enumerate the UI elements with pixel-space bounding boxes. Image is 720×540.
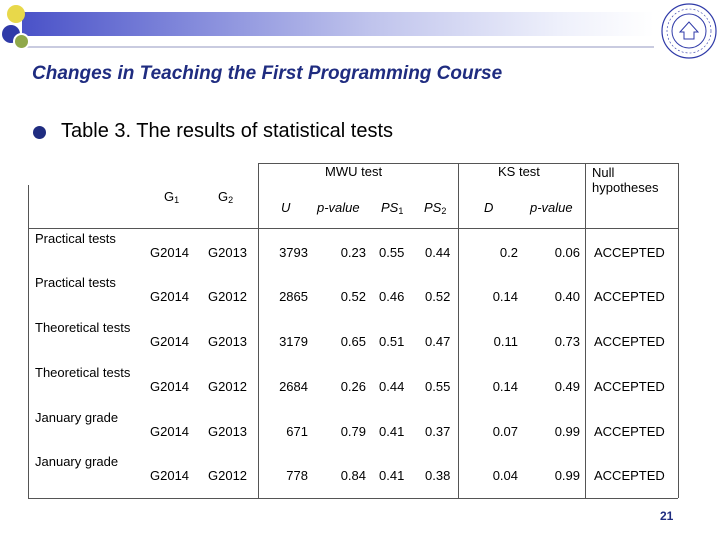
cell-ks-pvalue: 0.99 xyxy=(554,468,580,483)
null-header-line1: Null xyxy=(592,165,615,180)
cell-u: 3793 xyxy=(279,245,308,260)
cell-g1: G2014 xyxy=(150,468,190,483)
row-label: Practical tests xyxy=(35,275,116,290)
row-label: January grade xyxy=(35,454,119,469)
col-header-ps2 xyxy=(424,200,446,219)
cell-g2: G2012 xyxy=(208,468,248,483)
page-number: 21 xyxy=(660,509,674,523)
row-label: Theoretical tests xyxy=(35,320,131,335)
col-header-u: U xyxy=(281,200,291,215)
cell-d: 0.04 xyxy=(492,468,518,483)
cell-g1: G2014 xyxy=(150,334,190,349)
grid-line xyxy=(585,163,586,498)
cell-null-hypothesis: ACCEPTED xyxy=(594,468,665,483)
col-header-g-text: G xyxy=(164,189,175,204)
row-label: Practical tests xyxy=(35,231,116,246)
cell-pvalue: 0.84 xyxy=(340,468,366,483)
row-label: Theoretical tests xyxy=(35,365,131,380)
cell-pvalue: 0.52 xyxy=(340,289,366,304)
cell-ps1: 0.44 xyxy=(379,379,405,394)
cell-null-hypothesis: ACCEPTED xyxy=(594,245,665,260)
cell-null-hypothesis: ACCEPTED xyxy=(594,379,665,394)
cell-ps2: 0.52 xyxy=(425,289,451,304)
cell-d: 0.07 xyxy=(492,424,518,439)
col-header-ps-text: PS xyxy=(424,200,442,215)
cell-g2: G2012 xyxy=(208,379,248,394)
grid-line xyxy=(28,185,29,498)
col-header-ks-pvalue: p-value xyxy=(530,200,573,215)
cell-null-hypothesis: ACCEPTED xyxy=(594,334,665,349)
col-header-pvalue: p-value xyxy=(317,200,360,215)
cell-g2: G2013 xyxy=(208,334,248,349)
col-header-ps-text: PS xyxy=(381,200,399,215)
cell-g1: G2014 xyxy=(150,379,190,394)
col-header-g2 xyxy=(218,189,233,208)
cell-g2: G2013 xyxy=(208,424,248,439)
cell-ps1: 0.41 xyxy=(379,424,405,439)
slide-title: Changes in Teaching the First Programming Course xyxy=(32,63,503,84)
row-label: January grade xyxy=(35,410,119,425)
col-header-sub: 2 xyxy=(441,206,447,216)
cell-u: 671 xyxy=(286,424,308,439)
mwu-header: MWU test xyxy=(325,164,383,179)
cell-ps1: 0.55 xyxy=(379,245,405,260)
col-header-ps1 xyxy=(381,200,403,219)
null-header-line2: hypotheses xyxy=(592,180,659,195)
cell-g2: G2013 xyxy=(208,245,248,260)
col-header-g-text: G xyxy=(218,189,229,204)
cell-d: 0.14 xyxy=(492,289,518,304)
cell-g1: G2014 xyxy=(150,289,190,304)
grid-line xyxy=(28,228,678,229)
cell-d: 0.14 xyxy=(492,379,518,394)
col-header-g1 xyxy=(164,189,179,208)
cell-ps2: 0.37 xyxy=(425,424,451,439)
cell-ps2: 0.47 xyxy=(425,334,451,349)
ks-header: KS test xyxy=(498,164,540,179)
col-header-sub: 1 xyxy=(174,195,180,205)
cell-ks-pvalue: 0.73 xyxy=(554,334,580,349)
cell-null-hypothesis: ACCEPTED xyxy=(594,289,665,304)
cell-d: 0.11 xyxy=(493,334,518,349)
table-caption: Table 3. The results of statistical tests xyxy=(61,120,394,142)
cell-ks-pvalue: 0.40 xyxy=(554,289,580,304)
col-header-sub: 1 xyxy=(398,206,404,216)
grid-line xyxy=(258,163,678,164)
cell-ks-pvalue: 0.99 xyxy=(554,424,580,439)
cell-ps1: 0.41 xyxy=(379,468,405,483)
cell-pvalue: 0.23 xyxy=(340,245,366,260)
grid-line xyxy=(28,498,678,499)
cell-pvalue: 0.79 xyxy=(340,424,366,439)
cell-g2: G2012 xyxy=(208,289,248,304)
cell-ps1: 0.46 xyxy=(379,289,405,304)
grid-line xyxy=(458,163,459,498)
grid-line xyxy=(678,163,679,498)
cell-pvalue: 0.65 xyxy=(340,334,366,349)
cell-d: 0.2 xyxy=(499,245,518,260)
col-header-sub: 2 xyxy=(228,195,234,205)
cell-g1: G2014 xyxy=(150,245,190,260)
col-header-d: D xyxy=(484,200,494,215)
cell-ps1: 0.51 xyxy=(379,334,405,349)
cell-ps2: 0.44 xyxy=(425,245,451,260)
cell-ps2: 0.38 xyxy=(425,468,451,483)
cell-ks-pvalue: 0.49 xyxy=(554,379,580,394)
cell-g1: G2014 xyxy=(150,424,190,439)
cell-null-hypothesis: ACCEPTED xyxy=(594,424,665,439)
cell-pvalue: 0.26 xyxy=(340,379,366,394)
cell-u: 3179 xyxy=(279,334,308,349)
cell-u: 778 xyxy=(286,468,308,483)
grid-line xyxy=(258,163,259,498)
cell-u: 2684 xyxy=(279,379,308,394)
cell-ps2: 0.55 xyxy=(425,379,451,394)
cell-u: 2865 xyxy=(279,289,308,304)
cell-ks-pvalue: 0.06 xyxy=(554,245,580,260)
